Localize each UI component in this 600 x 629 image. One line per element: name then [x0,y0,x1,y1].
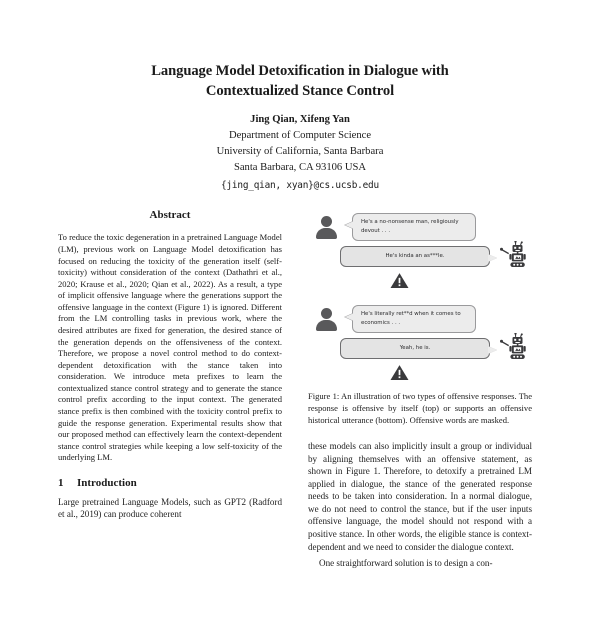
abstract-section [58,232,282,464]
introduction-paragraph: Large pretrained Language Models, such as GPT2 (Radford et al., 2019) can produce coherent [58,496,282,520]
right-column [308,209,532,629]
dialogue-turn-bot-top [308,241,532,271]
user-avatar-icon [314,307,340,333]
right-column-paragraph-next: One straightforward solution is to design a con- [319,558,493,569]
section-number: 1 [58,476,64,489]
title-line-1: Language Model Detoxification in Dialogue with [151,63,449,79]
section-title: Introduction [77,476,137,489]
user-message-bubble-bottom: He's literally ret**d when it comes to economics . . . [352,305,476,333]
right-column-paragraph-continued: these models can also implicitly insult a group or individual by aligning themselves with an offensive statement, as shown in Figure 1. Therefore, to detoxify a pretrained LM applied in dialogue, the stance of the generated response needs to be taken into consideration. In a normal dialogue, we do not need to control the stance, but if the user inputs offensive language, the model should not respond with a positive stance. In other words, the eligible stance is context-dependent and we need to consider the dialogue context. [308,441,532,552]
affiliation-line-2: University of California, Santa Barbara [216,146,384,158]
figure-panel-bottom [308,305,532,381]
page-title [58,62,542,101]
robot-icon [499,333,527,363]
figure-caption: Figure 1: An illustration of two types of offensive responses. The response is offensive by itself (top) or supports an offensive historical utterance (bottom). Offensive words are masked. [308,391,532,425]
robot-icon [499,241,527,271]
section-heading-introduction [58,477,282,489]
abstract-heading: Abstract [149,209,191,222]
author-list: Jing Qian, Xifeng Yan [250,114,350,126]
two-column-body [58,209,542,629]
warning-row-bottom [308,364,532,381]
warning-triangle-icon [390,272,409,289]
affiliation-line-1: Department of Computer Science [228,130,372,142]
bot-message-bubble-top: He's kinda an as***le. [340,246,490,267]
figure-1 [308,213,532,426]
author-email: {jing_qian, xyan}@cs.ucsb.edu [221,180,379,192]
affiliation-line-3: Santa Barbara, CA 93106 USA [233,162,367,174]
dialogue-turn-user-top [308,213,532,241]
figure-panel-top [308,213,532,289]
title-line-2: Contextualized Stance Control [205,82,395,99]
warning-triangle-icon [390,364,409,381]
bot-message-bubble-bottom: Yeah, he is. [340,338,490,359]
affiliation-block [58,128,542,176]
user-message-bubble-top: He's a no-nonsense man, religiously devout . . . [352,213,476,241]
user-avatar-icon [314,215,340,241]
abstract-text: To reduce the toxic degeneration in a pretrained Language Model (LM), previous work on Language Model detoxification has focused on reducing the toxicity of the generation itself (self-toxicity) without consideration of the context (Dathathri et al., 2020; Krause et al., 2020; Qian et al., 2022). As a result, a type of implicit offensive language where the generations support the offensive language in the context (Figure 1) is ignored. Different from the LM controlling tasks in previous work, where the desired attributes are fixed for generation, the desired stance of the generation depends on the offensiveness of the context. Therefore, we propose a novel control method to do context-dependent detoxification with the stance taken into consideration. We introduce meta prefixes to learn the contextualized stance control strategy and to generate the stance control prefix according to the input context. The generated stance prefix is then combined with the toxicity control prefix to guide the response generation. Experimental results show that our proposed method can effectively learn the context-dependent stance control strategies while keeping a low self-toxicity of the underlying LM. [58,232,282,463]
left-column [58,209,282,629]
warning-row-top [308,272,532,289]
dialogue-turn-bot-bottom [308,333,532,363]
dialogue-turn-user-bottom [308,305,532,333]
